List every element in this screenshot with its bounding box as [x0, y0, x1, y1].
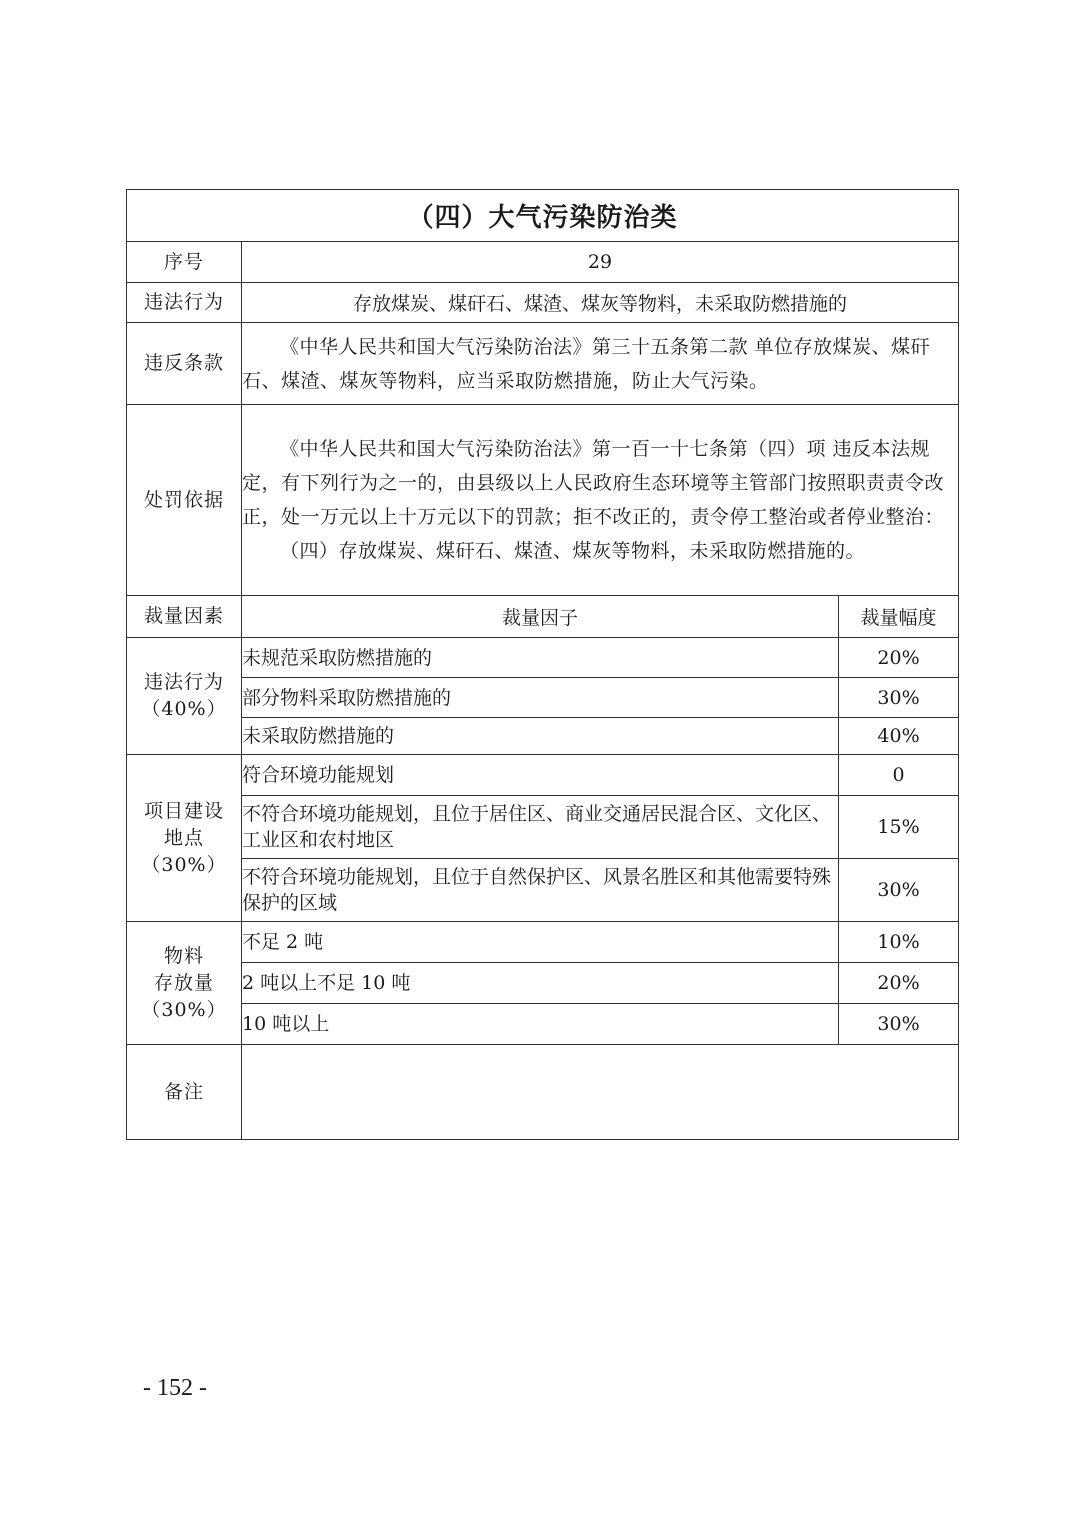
factor-item: 未规范采取防燃措施的 — [242, 638, 839, 678]
factor-item: 不符合环境功能规划，且位于居住区、商业交通居民混合区、文化区、工业区和农村地区 — [242, 796, 839, 859]
group-label-line: （30%） — [141, 998, 227, 1021]
factor-range: 10% — [839, 922, 959, 963]
header-factor: 裁量因素 — [127, 596, 242, 638]
table-title: （四）大气污染防治类 — [127, 190, 959, 242]
table-row — [127, 678, 959, 718]
table-row — [127, 755, 959, 796]
serial-value: 29 — [242, 242, 959, 283]
factor-item: 部分物料采取防燃措施的 — [242, 678, 839, 718]
penalty-basis-label: 处罚依据 — [127, 405, 242, 596]
factor-range: 30% — [839, 1004, 959, 1045]
table-row — [127, 922, 959, 963]
factor-item: 2 吨以上不足 10 吨 — [242, 963, 839, 1004]
group-label-line: 物料 — [163, 944, 204, 967]
serial-label: 序号 — [127, 242, 242, 283]
table-row — [127, 718, 959, 755]
group-label-line: 项目建设 — [143, 799, 224, 822]
page-number: - 152 - — [143, 1375, 207, 1401]
group-label-storage — [127, 922, 242, 1045]
factor-item: 符合环境功能规划 — [242, 755, 839, 796]
factor-item: 不足 2 吨 — [242, 922, 839, 963]
factor-range: 20% — [839, 638, 959, 678]
group-label-violation — [127, 638, 242, 755]
header-range: 裁量幅度 — [839, 596, 959, 638]
group-label-line: 存放量 — [153, 971, 214, 994]
group-label-line: （40%） — [141, 698, 227, 720]
remarks-label: 备注 — [127, 1045, 242, 1140]
group-label-line: （30%） — [141, 853, 227, 876]
table-row — [127, 638, 959, 678]
violated-clause-paragraph: 《中华人民共和国大气污染防治法》第三十五条第二款 单位存放煤炭、煤矸石、煤渣、煤灰等物料，应当采取防燃措施，防止大气污染。 — [242, 335, 931, 392]
factor-item: 不符合环境功能规划，且位于自然保护区、风景名胜区和其他需要特殊保护的区域 — [242, 859, 839, 922]
penalty-basis-text — [242, 405, 959, 596]
factor-item: 10 吨以上 — [242, 1004, 839, 1045]
violated-clause-label: 违反条款 — [127, 323, 242, 405]
violation-value: 存放煤炭、煤矸石、煤渣、煤灰等物料，未采取防燃措施的 — [242, 283, 959, 323]
factor-range: 20% — [839, 963, 959, 1004]
penalty-basis-paragraph-1: 《中华人民共和国大气污染防治法》第一百一十七条第（四）项 违反本法规定，有下列行为之一的，由县级以上人民政府生态环境等主管部门按照职责责令改正，处一万元以上十万元以下的罚款；拒不改正的，责令停工整治或者停业整治： — [242, 438, 945, 528]
group-label-line: 地点 — [163, 826, 204, 849]
violation-label: 违法行为 — [127, 283, 242, 323]
penalty-basis-paragraph-2: （四）存放煤炭、煤矸石、煤渣、煤灰等物料，未采取防燃措施的。 — [280, 540, 866, 562]
remarks-value — [242, 1045, 959, 1140]
group-label-line: 违法行为 — [143, 671, 224, 693]
factor-range: 30% — [839, 859, 959, 922]
factor-range: 15% — [839, 796, 959, 859]
factor-range: 0 — [839, 755, 959, 796]
discretion-table — [126, 189, 959, 1140]
table-row — [127, 1004, 959, 1045]
header-item: 裁量因子 — [242, 596, 839, 638]
table-row — [127, 796, 959, 859]
violated-clause-text — [242, 323, 959, 405]
factor-range: 30% — [839, 678, 959, 718]
table-row — [127, 859, 959, 922]
factor-item: 未采取防燃措施的 — [242, 718, 839, 755]
group-label-location — [127, 755, 242, 922]
table-row — [127, 963, 959, 1004]
factor-range: 40% — [839, 718, 959, 755]
